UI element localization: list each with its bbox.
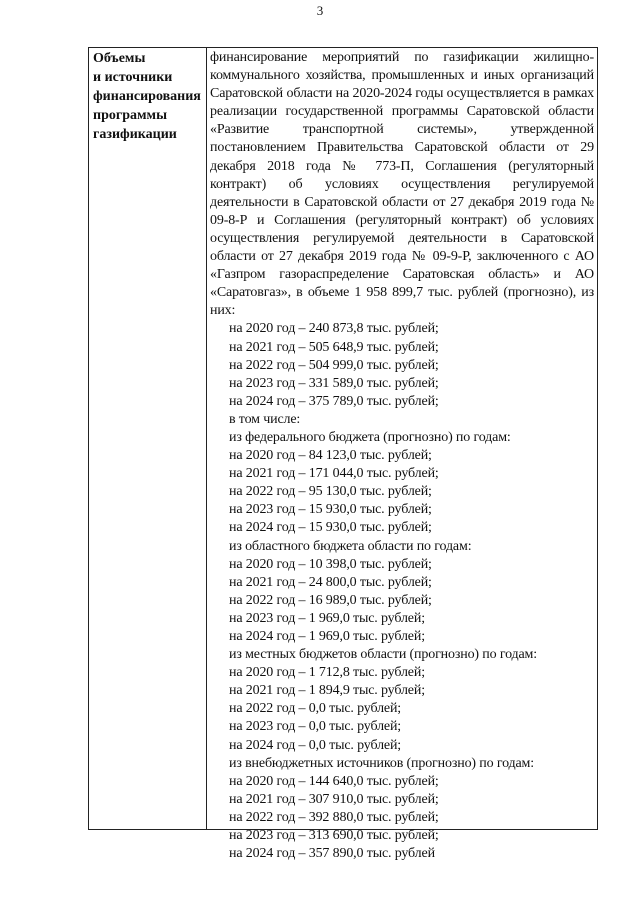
regional-year-2021: на 2021 год – 24 800,0 тыс. рублей;	[229, 574, 432, 590]
label-line: и источники	[93, 70, 173, 85]
total-year-2021: на 2021 год – 505 648,9 тыс. рублей;	[229, 339, 439, 355]
local-year-2024: на 2024 год – 0,0 тыс. рублей;	[229, 737, 402, 753]
extrabudgetary-year-2023: на 2023 год – 313 690,0 тыс. рублей;	[229, 828, 439, 844]
column-divider	[206, 48, 207, 829]
total-year-2023: на 2023 год – 331 589,0 тыс. рублей;	[229, 375, 439, 391]
label-line: программы	[93, 108, 167, 123]
label-line: Объемы	[93, 51, 146, 66]
page-number: 3	[316, 3, 324, 18]
label-line: финансирования	[93, 89, 201, 104]
intro-paragraph: финансирование мероприятий по газификации жилищно-коммунального хозяйства, промышленных и иных организаций Саратовской области на 2020-2024 годы осуществляется в рамках реализации государственной программы Саратовской области «Развитие транспортной системы», утвержденной постановлением Правительства Саратовской области от 29 декабря 2018 года № 773-П, Соглашения (регуляторный контракт) об условиях осуществления регулируемой деятельности в Саратовской области от 27 декабря 2019 года № 09-8-Р и Соглашения (регуляторный контракт) об условиях осуществления регулируемой деятельности в Саратовской области от 27 декабря 2019 года № 09-9-Р, заключенного с АО «Газпром газораспределение Саратовская область» и АО «Саратовгаз», в объеме 1 958 899,7 тыс. рублей (прогнозно), из них:	[210, 50, 594, 319]
federal-year-2021: на 2021 год – 171 044,0 тыс. рублей;	[229, 466, 439, 482]
local-year-2020: на 2020 год – 1 712,8 тыс. рублей;	[229, 665, 425, 681]
label-cell	[93, 49, 205, 144]
local-year-2022: на 2022 год – 0,0 тыс. рублей;	[229, 701, 402, 717]
local-year-2021: на 2021 год – 1 894,9 тыс. рублей;	[229, 683, 425, 699]
regional-year-2024: на 2024 год – 1 969,0 тыс. рублей;	[229, 629, 425, 644]
regional-year-2022: на 2022 год – 16 989,0 тыс. рублей;	[229, 592, 432, 608]
federal-year-2023: на 2023 год – 15 930,0 тыс. рублей;	[229, 502, 432, 518]
local-year-2023: на 2023 год – 0,0 тыс. рублей;	[229, 719, 402, 735]
total-year-2024: на 2024 год – 375 789,0 тыс. рублей;	[229, 393, 439, 409]
extrabudgetary-heading: из внебюджетных источников (прогнозно) по годам:	[229, 755, 534, 771]
regional-year-2023: на 2023 год – 1 969,0 тыс. рублей;	[229, 610, 425, 626]
content-cell	[210, 49, 594, 863]
extrabudgetary-year-2020: на 2020 год – 144 640,0 тыс. рублей;	[229, 773, 439, 789]
extrabudgetary-year-2024: на 2024 год – 357 890,0 тыс. рублей	[229, 846, 435, 862]
regional-year-2020: на 2020 год – 10 398,0 тыс. рублей;	[229, 556, 432, 572]
federal-year-2020: на 2020 год – 84 123,0 тыс. рублей;	[229, 448, 432, 464]
including-label: в том числе:	[229, 411, 301, 427]
federal-year-2022: на 2022 год – 95 130,0 тыс. рублей;	[229, 484, 432, 500]
local-budget-heading: из местных бюджетов области (прогнозно) по годам:	[229, 647, 538, 663]
total-year-2022: на 2022 год – 504 999,0 тыс. рублей;	[229, 357, 439, 373]
total-year-2020: на 2020 год – 240 873,8 тыс. рублей;	[229, 321, 439, 337]
federal-budget-heading: из федерального бюджета (прогнозно) по годам:	[229, 429, 511, 445]
extrabudgetary-year-2021: на 2021 год – 307 910,0 тыс. рублей;	[229, 791, 439, 807]
label-line: газификации	[93, 127, 177, 142]
extrabudgetary-year-2022: на 2022 год – 392 880,0 тыс. рублей;	[229, 809, 439, 825]
federal-year-2024: на 2024 год – 15 930,0 тыс. рублей;	[229, 520, 432, 536]
financing-table	[88, 47, 598, 862]
regional-budget-heading: из областного бюджета области по годам:	[229, 538, 472, 554]
